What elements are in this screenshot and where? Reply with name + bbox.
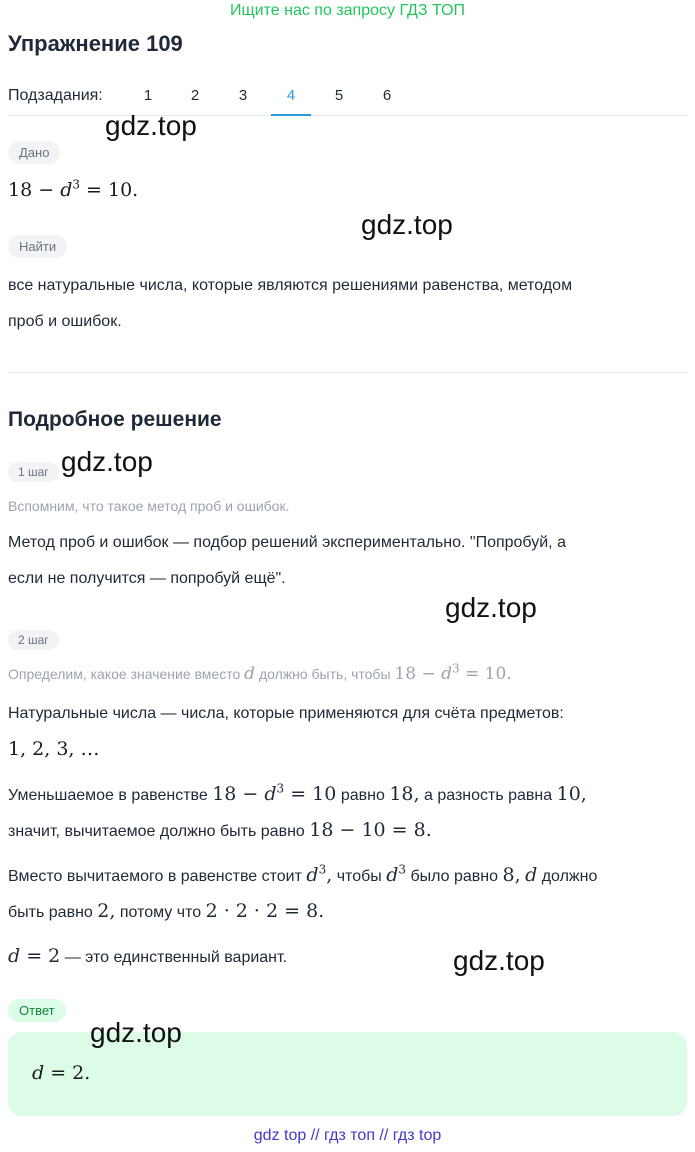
- only-variant-line: d = 2 — это единственный вариант.: [8, 945, 288, 967]
- instead-line: Вместо вычитаемого в равенстве стоит $d^3$, чтобы $d^3$ было равно 8, d должно: [8, 862, 598, 886]
- answer-pill: Ответ: [8, 999, 66, 1022]
- step-1-line-1: Метод проб и ошибок — подбор решений экспериментально. "Попробуй, а: [8, 534, 566, 551]
- subtask-tab-5[interactable]: 5: [334, 87, 344, 104]
- solution-title: Подробное решение: [8, 408, 222, 431]
- step-1-line-2: если не получится — попробуй ещё".: [8, 570, 286, 587]
- subtask-tab-4[interactable]: 4: [271, 87, 311, 116]
- watermark: gdz.top: [453, 945, 545, 976]
- step-1-pill: 1 шаг: [8, 462, 59, 482]
- minuend-line: Уменьшаемое в равенстве $18 - d^3 = 10$ равно 18, а разность равна 10,: [8, 781, 587, 805]
- given-equation: $18 - d^3 = 10$.: [8, 177, 139, 201]
- find-text-line-1: все натуральные числа, которые являются решениями равенства, методом: [8, 277, 573, 294]
- watermark: gdz.top: [61, 446, 153, 477]
- watermark: gdz.top: [445, 592, 537, 623]
- find-pill: Найти: [8, 235, 67, 258]
- subtask-tab-3[interactable]: 3: [238, 87, 248, 104]
- step-1-hint: Вспомним, что такое метод проб и ошибок.: [8, 498, 290, 514]
- find-text-line-2: проб и ошибок.: [8, 313, 122, 330]
- given-pill: Дано: [8, 141, 60, 164]
- watermark: gdz.top: [361, 209, 453, 240]
- answer-value: d = 2.: [32, 1062, 91, 1084]
- subtask-tab-1[interactable]: 1: [143, 87, 153, 104]
- footer-links[interactable]: gdz top // гдз топ // гдз top: [253, 1127, 442, 1144]
- subtasks-label: Подзадания:: [8, 87, 103, 104]
- step-2-hint: Определим, какое значение вместо d должно быть, чтобы $18 - d^3 = 10$.: [8, 661, 512, 684]
- step-2-pill: 2 шаг: [8, 630, 59, 650]
- natural-list: 1, 2, 3, …: [8, 738, 100, 760]
- be-equal-line: быть равно 2, потому что 2 · 2 · 2 = 8.: [8, 900, 325, 922]
- page-title: Упражнение 109: [8, 31, 183, 56]
- section-divider: [8, 372, 688, 373]
- watermark: gdz.top: [105, 110, 197, 141]
- subtask-tab-2[interactable]: 2: [190, 87, 200, 104]
- subtask-tab-6[interactable]: 6: [382, 87, 392, 104]
- top-banner[interactable]: Ищите нас по запросу ГДЗ ТОП: [230, 2, 465, 19]
- natural-text: Натуральные числа — числа, которые применяются для счёта предметов:: [8, 705, 564, 722]
- watermark: gdz.top: [90, 1017, 182, 1048]
- subtrahend-line: значит, вычитаемое должно быть равно 18 − 10 = 8.: [8, 819, 432, 841]
